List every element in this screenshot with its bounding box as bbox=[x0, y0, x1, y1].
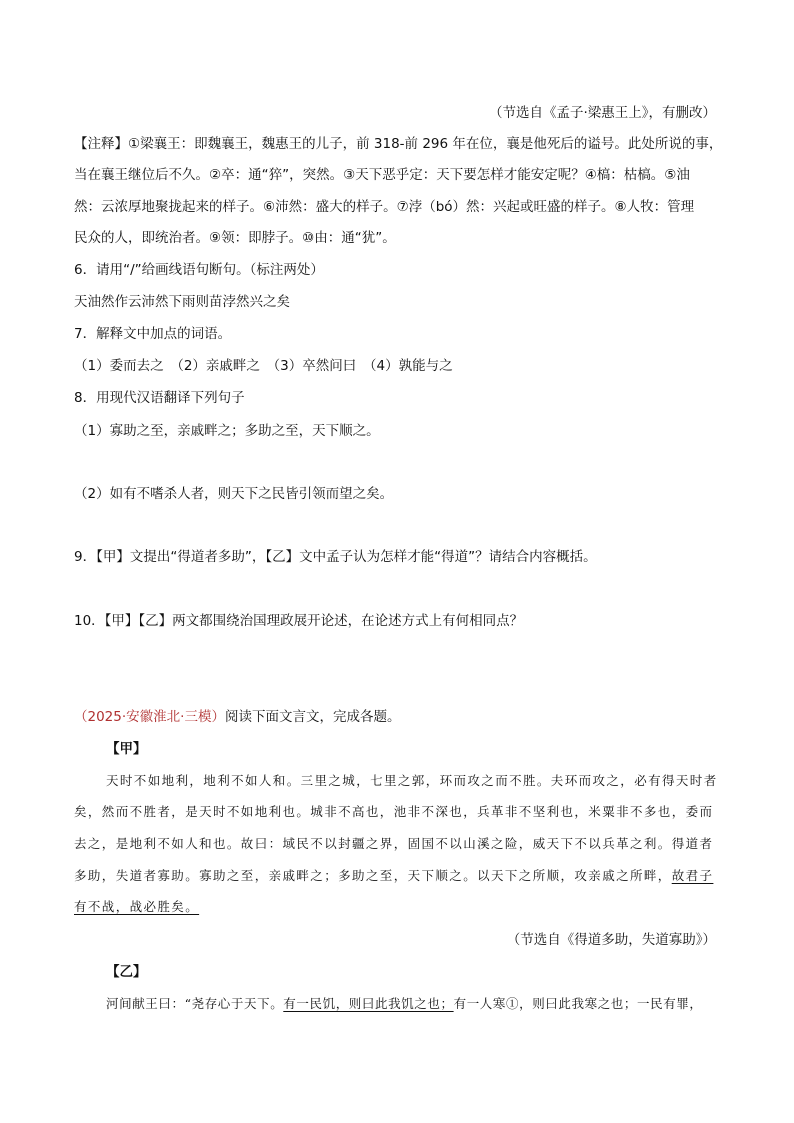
question-sentence: 天油然作云沛然下雨则苗浡然兴之矣 bbox=[74, 294, 290, 310]
question-item: （2）如有不嗜杀人者，则天下之民皆引领而望之矣。 bbox=[74, 486, 394, 502]
annotation-line: 【注释】①梁襄王：即魏襄王，魏惠王的儿子，前 318-前 296 年在位，襄是他死后的谥号。此处所说的事， bbox=[74, 136, 723, 152]
question-prompt: 8．用现代汉语翻译下列句子 bbox=[74, 390, 245, 406]
yi-label: 【乙】 bbox=[106, 964, 147, 980]
underlined-text: 有不战，战必胜矣。 bbox=[74, 899, 200, 914]
annotation-line: 然：云浓厚地聚拢起来的样子。⑥沛然：盛大的样子。⑦浡（bó）然：兴起或旺盛的样子。⑧人牧：管理 bbox=[74, 199, 695, 215]
question-prompt: 6．请用“/”给画线语句断句。（标注两处） bbox=[74, 262, 324, 278]
question-10: 10．【甲】【乙】两文都围绕治国理政展开论述，在论述方式上有何相同点？ bbox=[74, 613, 524, 629]
underlined-text: 有一民饥，则曰此我饥之也； bbox=[283, 996, 454, 1011]
source-tag: （2025·安徽淮北·三模） bbox=[74, 709, 225, 725]
question-9: 9．【甲】文提出“得道者多助”，【乙】文中孟子认为怎样才能“得道”？请结合内容概括。 bbox=[74, 549, 597, 565]
top-source: （节选自《孟子·梁惠王上》，有删改） bbox=[488, 105, 716, 121]
question-prompt: 7．解释文中加点的词语。 bbox=[74, 326, 232, 342]
annotation-line: 民众的人，即统治者。⑨领：即脖子。⑩由：通“犹”。 bbox=[74, 230, 396, 246]
underlined-text: 故君子 bbox=[671, 868, 714, 883]
jia-source: （节选自《得道多助，失道寡助》） bbox=[506, 932, 716, 948]
passage-line: 去之，是地利不如人和也。故曰：域民不以封疆之界，固国不以山溪之险，威天下不以兵革之利。得道者 bbox=[74, 836, 714, 851]
jia-label: 【甲】 bbox=[106, 741, 147, 757]
section-instruction: 阅读下面文言文，完成各题。 bbox=[224, 709, 401, 725]
section-header bbox=[74, 707, 400, 727]
passage-text: 有一人寒①，则曰此我寒之也；一民有罪， bbox=[453, 996, 703, 1011]
passage-line bbox=[74, 897, 199, 917]
passage-line: 天时不如地利，地利不如人和。三里之城，七里之郭，环而攻之而不胜。夫环而攻之，必有得天时者 bbox=[106, 773, 718, 788]
passage-line: 矣，然而不胜者，是天时不如地利也。城非不高也，池非不深也，兵革非不坚利也，米粟非不多也，委而 bbox=[74, 804, 714, 819]
passage-line bbox=[74, 866, 713, 886]
passage-text: 河间献王曰：“尧存心于天下。 bbox=[106, 996, 284, 1011]
question-item: （1）寡助之至，亲戚畔之；多助之至，天下顺之。 bbox=[74, 423, 380, 439]
passage-line bbox=[106, 994, 703, 1014]
passage-text: 多助，失道者寡助。寡助之至，亲戚畔之；多助之至，天下顺之。以天下之所顺，攻亲戚之所畔， bbox=[74, 868, 672, 883]
question-items: （1）委而去之 （2）亲戚畔之 （3）卒然问曰 （4）孰能与之 bbox=[74, 358, 453, 374]
annotation-line: 当在襄王继位后不久。②卒：通“猝”，突然。③天下恶乎定：天下要怎样才能安定呢？④槁：枯槁。⑤油 bbox=[74, 167, 690, 183]
